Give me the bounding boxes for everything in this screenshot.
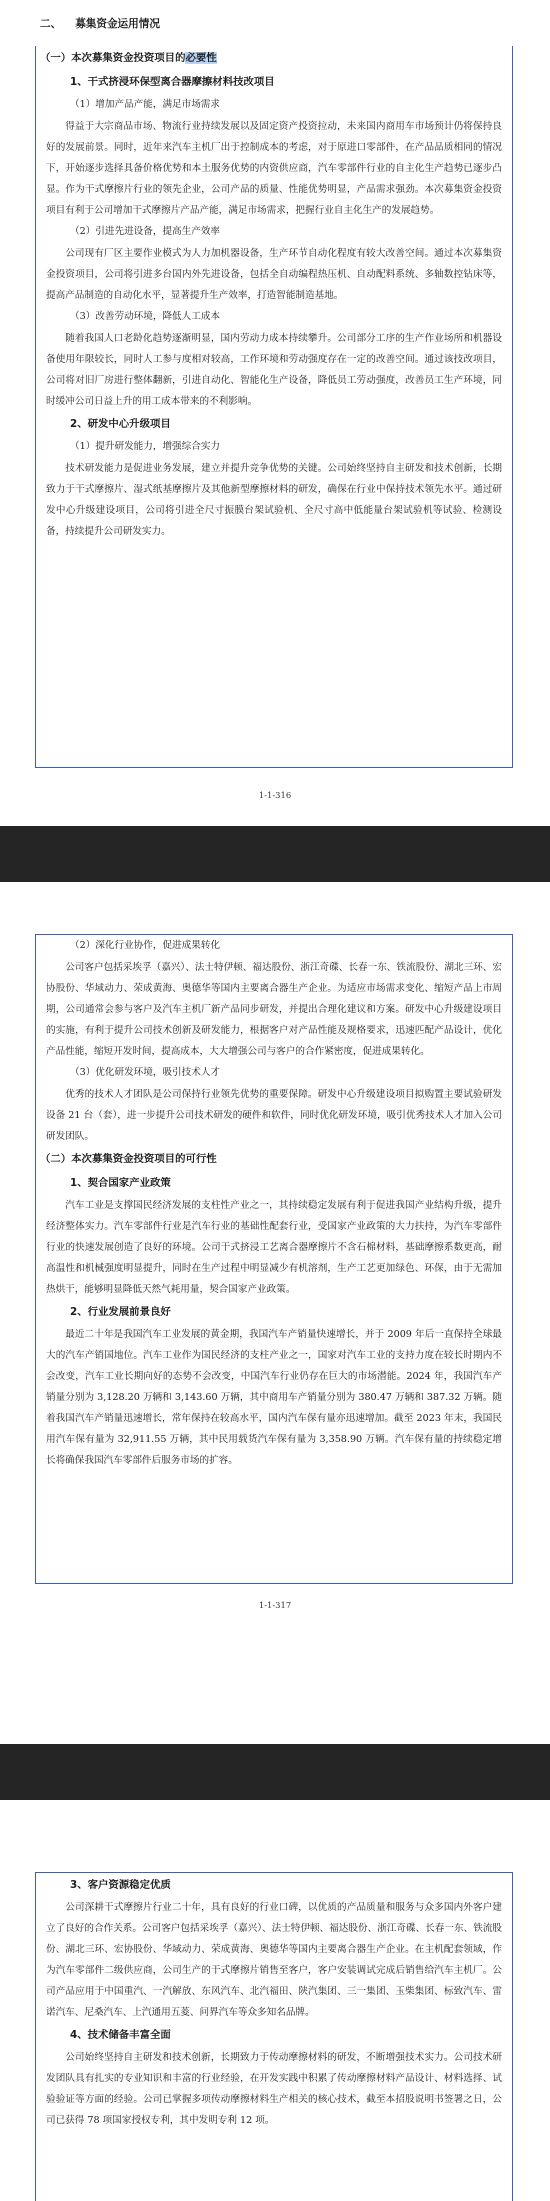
heading-project-2: 2、研发中心升级项目 (70, 418, 171, 430)
paragraph: 优秀的技术人才团队是公司保持行业领先优势的重要保障。研发中心升级建设项目拟购置主要试验研发设备 21 台（套），进一步提升公司技术研发的硬件和软件，同时优化研发环境，吸引优秀技术人才加入公司研发团队。 (46, 1089, 502, 1142)
page-separator (0, 826, 550, 882)
subheading: （1）增加产品产能，满足市场需求 (70, 99, 221, 110)
paragraph: 公司现有厂区主要作业模式为人力加机器设备，生产环节自动化程度有较大改善空间。通过本次募集资金投资项目，公司将引进多台国内外先进设备，包括全自动编程热压机、自动配料系统、多轴数控钻床等，提高产品制造的自动化水平，显著提升生产效率，打造智能制造基地。 (46, 248, 502, 301)
paragraph: 汽车工业是支撑国民经济发展的支柱性产业之一，其持续稳定发展有利于促进我国产业结构升级，提升经济整体实力。汽车零部件行业是汽车行业的基础性配套行业，受国家产业政策的大力扶持，为汽车零部件行业的快速发展创造了良好的环境。公司干式挤浸工艺离合器摩擦片不含石棉材料，基础摩擦系数更高，耐高温性和机械强度明显提升，同时在生产过程中明显减少有机溶剂，生产工艺更加绿色、环保，由于无需加热烘干，能够明显降低天然气耗用量，契合国家产业政策。 (46, 1200, 502, 1295)
subheading: （2）深化行业协作，促进成果转化 (70, 940, 221, 951)
section-number: 二、 (40, 18, 62, 30)
page-number: 1-1-316 (258, 790, 292, 800)
subheading: （2）引进先进设备，提高生产效率 (70, 226, 221, 237)
document-page-2 (0, 882, 550, 1744)
heading-necessity-text: （一）本次募集资金投资项目的 (40, 52, 186, 64)
subheading: （3）改善劳动环境，降低人工成本 (70, 311, 221, 322)
highlight-box (35, 934, 513, 1584)
page-separator (0, 1744, 550, 1800)
heading-customers: 3、客户资源稳定优质 (70, 1879, 171, 1891)
document-page-3 (0, 1800, 550, 2201)
heading-feasibility: （二）本次募集资金投资项目的可行性 (40, 1153, 217, 1165)
section-title: 募集资金运用情况 (75, 18, 160, 30)
heading-necessity (40, 46, 502, 70)
paragraph: 最近二十年是我国汽车工业发展的黄金期，我国汽车产销量快速增长，并于 2009 年后一直保持全球最大的汽车产销国地位。汽车工业作为国民经济的支柱产业之一，国家对汽车工业的支持力度在较长时期内不会改变，汽车工业长期向好的态势不会改变，中国汽车行业仍存在巨大的市场潜能。2024 年，我国汽车产销量分别为 3,128.20 万辆和 3,143.60 万辆，其中商用车产销量分别为 380.47 万辆和 387.32 万辆。随着我国汽车产销量迅速增长，常年保持在较高水平，国内汽车保有量亦迅速增加。截至 2023 年末，我国民用汽车保有量为 32,911.55 万辆，其中民用载货汽车保有量为 3,358.90 万辆。汽车保有量的持续稳定增长将确保我国汽车零部件后服务市场的扩容。 (46, 1329, 502, 1466)
highlighted-text: 必要性 (185, 52, 217, 64)
paragraph: 得益于大宗商品市场、物流行业持续发展以及固定资产投资拉动，未来国内商用车市场预计仍将保持良好的发展前景。同时，近年来汽车主机厂出于控制成本的考虑，对于原进口零部件，在产品品质相同的情况下，开始逐步选择具备价格优势和本土服务优势的内资供应商，汽车零部件行业的自主化生产趋势已逐步凸显。作为干式摩擦片行业的领先企业，公司产品的质量、性能优势明显，产品需求强劲。本次募集资金投资项目有利于公司增加干式摩擦片产品产能，满足市场需求，把握行业自主化生产的发展趋势。 (46, 121, 502, 216)
page-number: 1-1-317 (258, 1600, 292, 1610)
document-page-1 (0, 0, 550, 826)
heading-project-1: 1、干式挤浸环保型离合器摩擦材料技改项目 (70, 76, 275, 88)
paragraph: 公司始终坚持自主研发和技术创新，长期致力于传动摩擦材料的研发，不断增强技术实力。公司技术研发团队具有扎实的专业知识和丰富的行业经验，在开发实践中积累了传动摩擦材料产品设计、材料选择、试验验证等方面的经验。公司已掌握多项传动摩擦材料生产相关的核心技术，截至本招股说明书签署之日，公司已获得 78 项国家授权专利，其中发明专利 12 项。 (46, 2052, 502, 2126)
highlight-box (35, 1872, 513, 2201)
paragraph: 公司深耕干式摩擦片行业二十年，具有良好的行业口碑，以优质的产品质量和服务与众多国内外客户建立了良好的合作关系。公司客户包括采埃孚（嘉兴）、法士特伊顿、福达股份、浙江奇碟、长春一东、铁流股份、湖北三环、宏协股份、华域动力、荣成黄海、奥德华等国内主要离合器生产企业。在主机配套领域，作为汽车零部件二级供应商，公司生产的干式摩擦片销售至客户，客户安装调试完成后销售给汽车主机厂。公司产品应用于中国重汽、一汽解放、东风汽车、北汽福田、陕汽集团、三一集团、玉柴集团、标致汽车、雷诺汽车、尼桑汽车、上汽通用五菱、问界汽车等众多知名品牌。 (46, 1902, 502, 2018)
heading-industry: 2、行业发展前景良好 (70, 1306, 171, 1318)
paragraph: 公司客户包括采埃孚（嘉兴）、法士特伊顿、福达股份、浙江奇碟、长春一东、铁流股份、湖北三环、宏协股份、华域动力、荣成黄海、奥德华等国内主要离合器生产企业。为适应市场需求变化、缩短产品上市周期，公司通常会参与客户及汽车主机厂新产品同步研发，并提出合理化建议和方案。研发中心升级建设项目的实施，有利于提升公司技术创新及研发能力，根据客户对产品性能及规格要求，迅速匹配产品设计，优化产品性能，缩短开发时间，提高成本，大大增强公司与客户的合作紧密度，促进成果转化。 (46, 962, 502, 1057)
subheading: （3）优化研发环境，吸引技术人才 (70, 1067, 221, 1078)
highlight-box (35, 46, 513, 768)
subheading: （1）提升研发能力，增强综合实力 (70, 441, 221, 452)
section-heading (40, 16, 160, 31)
heading-policy: 1、契合国家产业政策 (70, 1177, 171, 1189)
paragraph: 随着我国人口老龄化趋势逐渐明显，国内劳动力成本持续攀升。公司部分工序的生产作业场所和机器设备使用年限较长，同时人工参与度相对较高，工作环境和劳动强度存在一定的改善空间。通过该技改项目，公司将对旧厂房进行整体翻新，引进自动化、智能化生产设备，降低员工劳动强度，改善员工生产环境，同时缓冲公司日益上升的用工成本带来的不利影响。 (46, 333, 502, 407)
heading-technology: 4、技术储备丰富全面 (70, 2029, 171, 2041)
paragraph: 技术研发能力是促进业务发展，建立并提升竞争优势的关键。公司始终坚持自主研发和技术创新，长期致力于干式摩擦片、湿式纸基摩擦片及其他新型摩擦材料的研发，确保在行业中保持技术领先水平。通过研发中心升级建设项目，公司将引进全尺寸振膜台架试验机、全尺寸高中低能量台架试验机等试验、检测设备，持续提升公司研发实力。 (46, 463, 502, 537)
